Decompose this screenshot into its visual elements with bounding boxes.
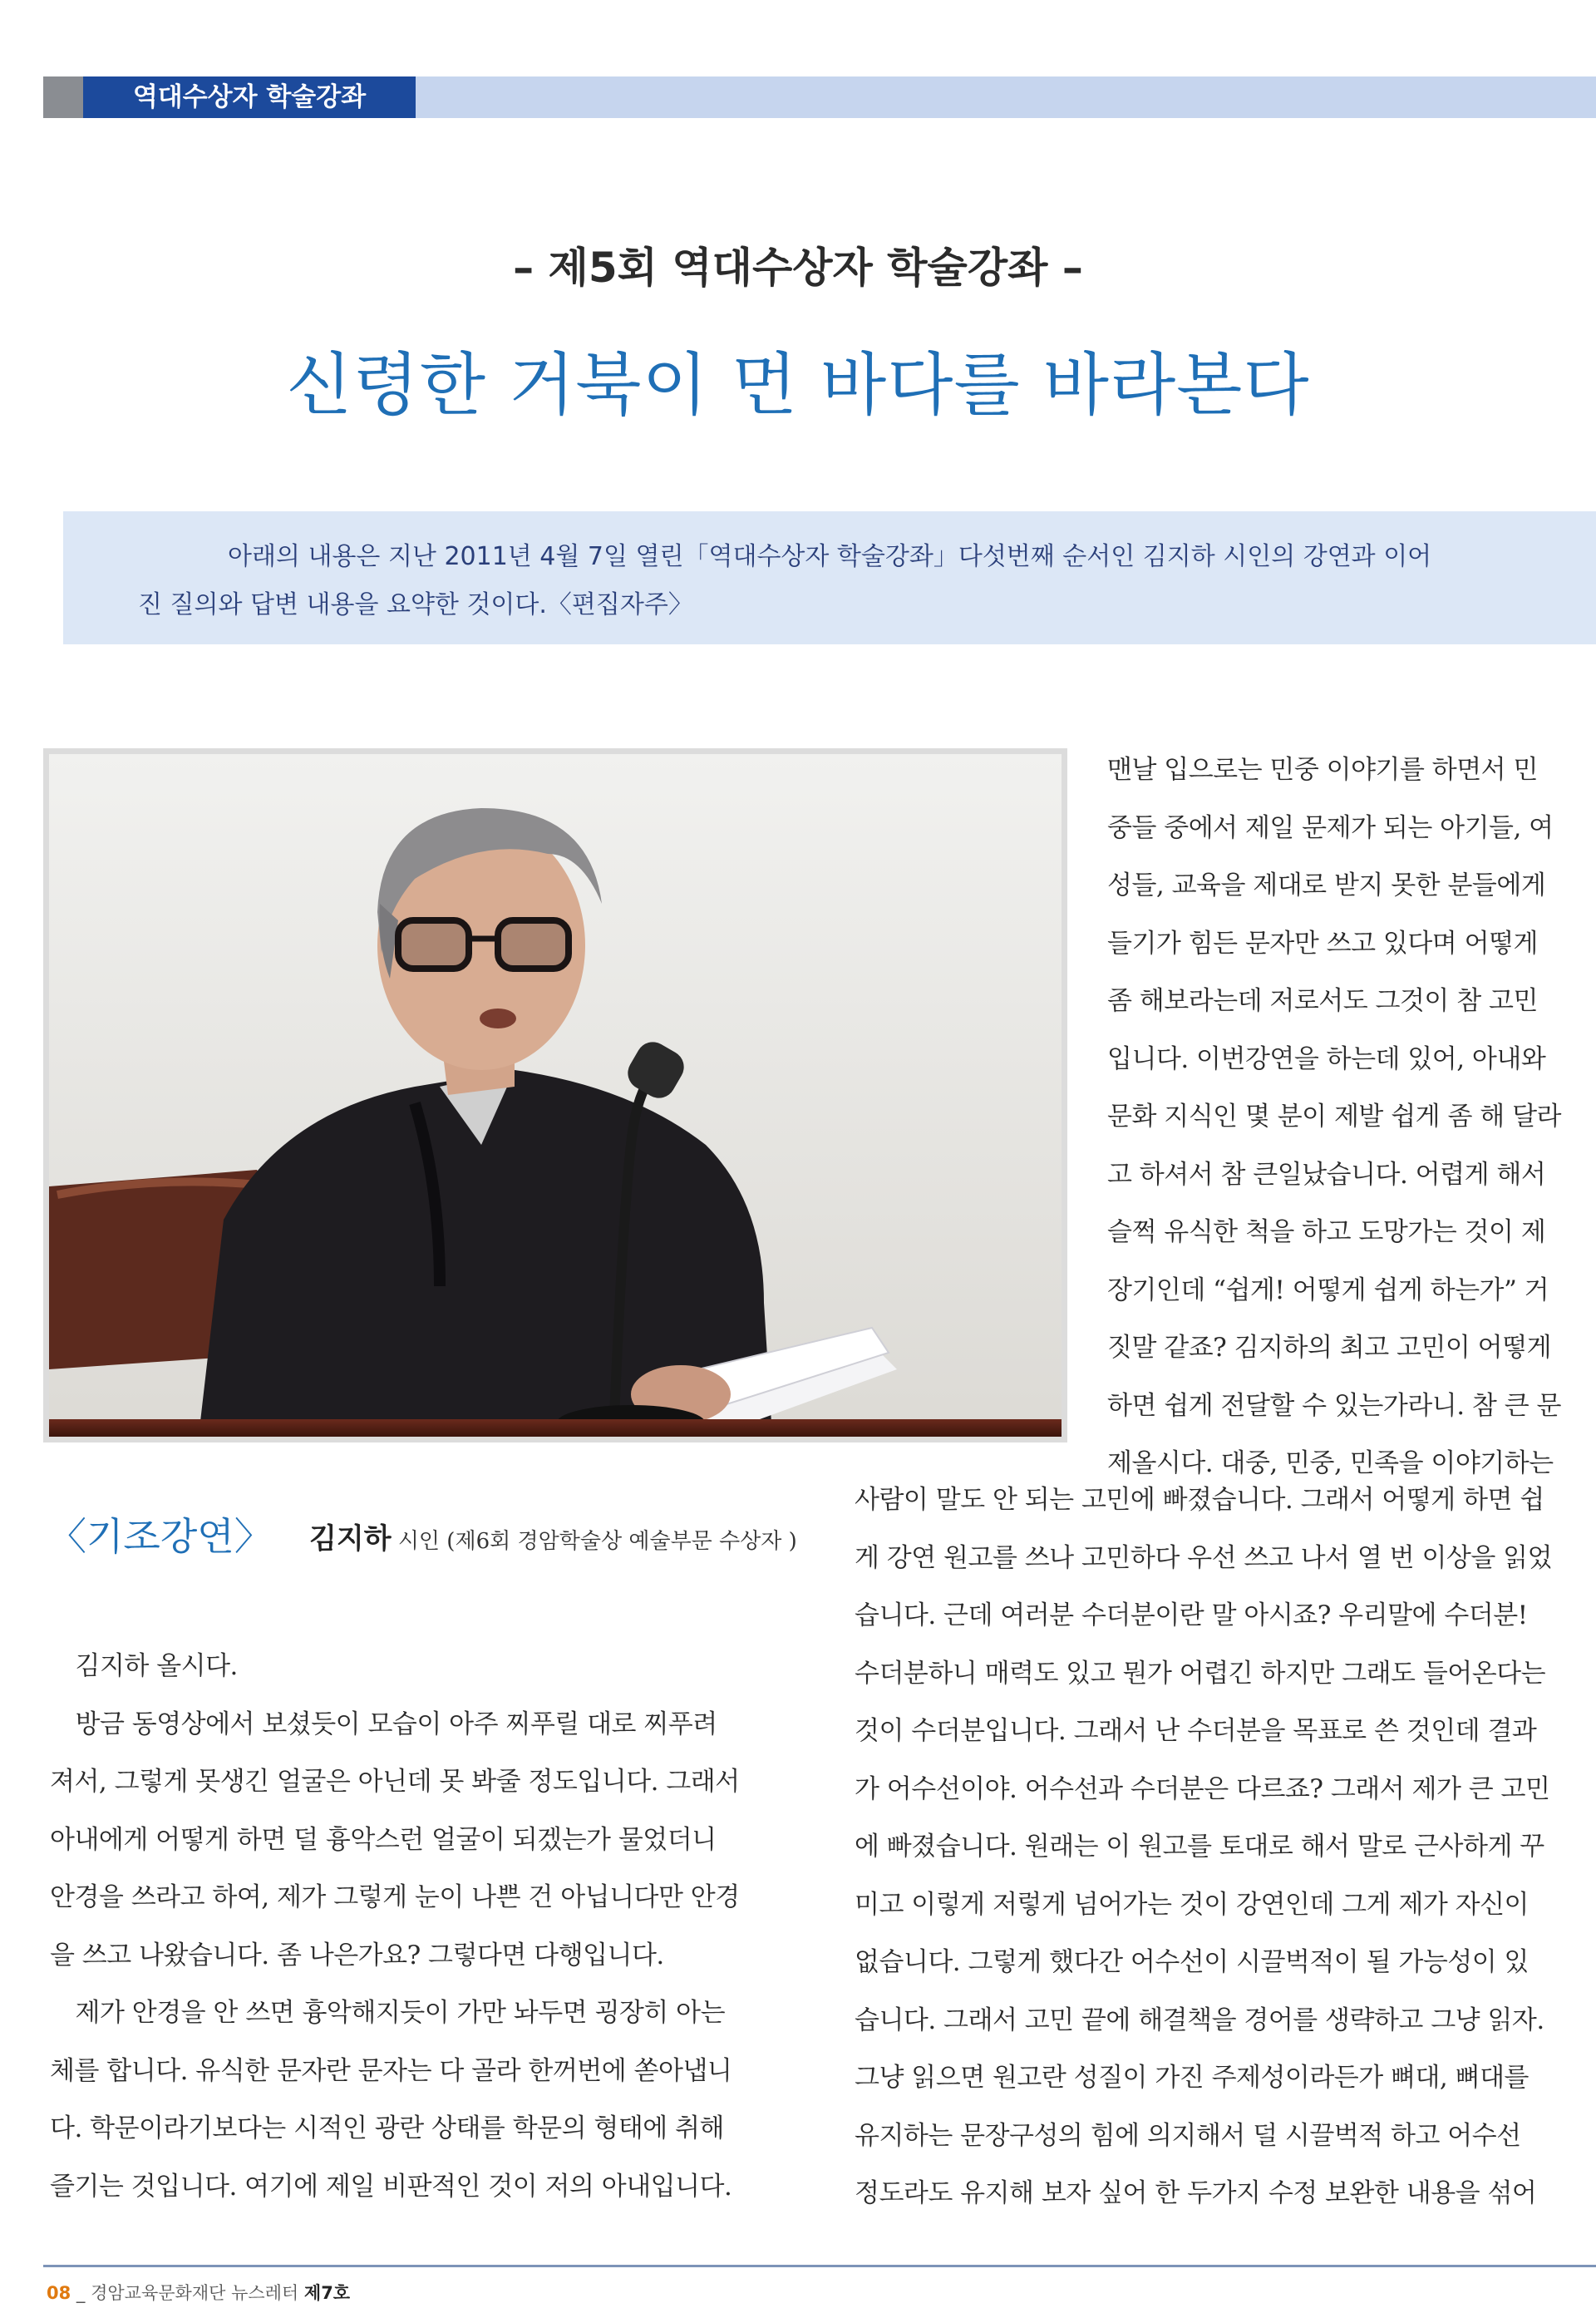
text-line: 사람이 말도 안 되는 고민에 빠졌습니다. 그래서 어떻게 하면 쉽 [855, 1485, 1544, 1515]
text-line: 김지하 올시다. [50, 1651, 238, 1681]
text-line: 짓말 같죠? 김지하의 최고 고민이 어떻게 [1107, 1333, 1552, 1363]
editor-note-box [63, 511, 1596, 644]
text-line: 방금 동영상에서 보셨듯이 모습이 아주 찌푸릴 대로 찌푸려 [50, 1709, 717, 1739]
speaker-illustration [49, 754, 1062, 1437]
speaker-photo [43, 748, 1067, 1442]
text-line: 가 어수선이야. 어수선과 수더분은 다르죠? 그래서 제가 큰 고민 [855, 1773, 1550, 1804]
text-line: 아내에게 어떻게 하면 덜 흉악스런 얼굴이 되겠는가 물었더니 [50, 1824, 717, 1855]
text-line: 습니다. 근데 여러분 수더분이란 말 아시죠? 우리말에 수더분! [855, 1600, 1528, 1630]
text-line: 미고 이렇게 저렇게 넘어가는 것이 강연인데 그게 제가 자신이 [855, 1889, 1529, 1920]
text-line: 그냥 읽으면 원고란 성질이 가진 주제성이라든가 뼈대, 뼈대를 [855, 2063, 1529, 2093]
text-line: 정도라도 유지해 보자 싶어 한 두가지 수정 보완한 내용을 섞어 [855, 2178, 1537, 2208]
speaker-credit [309, 1516, 797, 1556]
text-line: 없습니다. 그렇게 했다간 어수선이 시끌벅적이 될 가능성이 있 [855, 1947, 1529, 1977]
text-line: 것이 수더분입니다. 그래서 난 수더분을 목표로 쓴 것인데 결과 [855, 1716, 1537, 1746]
text-line: 들기가 힘든 문자만 쓰고 있다며 어떻게 [1107, 928, 1538, 959]
event-title: – 제5회 역대수상자 학술강좌 – [513, 244, 1083, 292]
issue-number: 제7호 [303, 2283, 351, 2303]
text-line: 져서, 그렇게 못생긴 얼굴은 아닌데 못 봐줄 정도입니다. 그래서 [50, 1767, 740, 1797]
editor-note-line-1: 아래의 내용은 지난 2011년 4월 7일 열린「역대수상자 학술강좌」다섯번째 순서인 김지하 시인의 강연과 이어 [228, 542, 1432, 571]
text-line: 체를 합니다. 유식한 문자란 문자는 다 골라 한꺼번에 쏟아냅니 [50, 2055, 732, 2086]
text-line: 성들, 교육을 제대로 받지 못한 분들에게 [1107, 870, 1546, 900]
header-accent-block [43, 76, 83, 118]
text-line: 맨날 입으로는 민중 이야기를 하면서 민 [1107, 755, 1538, 785]
text-line: 다. 학문이라기보다는 시적인 광란 상태를 학문의 형태에 취해 [50, 2113, 724, 2143]
text-line: 게 강연 원고를 쓰나 고민하다 우선 쓰고 나서 열 번 이상을 읽었 [855, 1542, 1553, 1573]
speaker-role: 시인 (제6회 경암학술상 예술부문 수상자 ) [397, 1529, 797, 1554]
text-line: 수더분하니 매력도 있고 뭔가 어렵긴 하지만 그래도 들어온다는 [855, 1658, 1546, 1689]
text-line: 하면 쉽게 전달할 수 있는가라니. 참 큰 문 [1107, 1390, 1561, 1421]
text-line: 슬쩍 유식한 척을 하고 도망가는 것이 제 [1107, 1217, 1546, 1247]
footer-separator: _ [76, 2283, 86, 2303]
page-number: 08 [47, 2283, 71, 2303]
editor-note-line-2: 진 질의와 답변 내용을 요약한 것이다.〈편집자주〉 [138, 590, 693, 619]
page-title: 신령한 거북이 먼 바다를 바라본다 [286, 346, 1310, 425]
section-label: 역대수상자 학술강좌 [83, 76, 416, 118]
footer-rule [43, 2265, 1596, 2267]
text-line: 습니다. 그래서 고민 끝에 해결책을 경어를 생략하고 그냥 읽자. [855, 2005, 1544, 2035]
text-line: 을 쓰고 나왔습니다. 좀 나은가요? 그렇다면 다행입니다. [50, 1940, 664, 1970]
text-line: 문화 지식인 몇 분이 제발 쉽게 좀 해 달라 [1107, 1102, 1561, 1132]
text-line: 안경을 쓰라고 하여, 제가 그렇게 눈이 나쁜 건 아닙니다만 안경 [50, 1882, 740, 1912]
text-line: 유지하는 문장구성의 힘에 의지해서 덜 시끌벅적 하고 어수선 [855, 2120, 1521, 2151]
page-footer [47, 2280, 350, 2305]
publication-name: 경암교육문화재단 뉴스레터 [91, 2283, 299, 2303]
text-line: 입니다. 이번강연을 하는데 있어, 아내와 [1107, 1043, 1546, 1074]
text-line: 중들 중에서 제일 문제가 되는 아기들, 여 [1107, 812, 1554, 843]
text-line: 고 하셔서 참 큰일났습니다. 어렵게 해서 [1107, 1159, 1546, 1190]
text-line: 좀 해보라는데 저로서도 그것이 참 고민 [1107, 986, 1538, 1016]
body-column-right-top [1107, 742, 1561, 1493]
text-line: 에 빠졌습니다. 원래는 이 원고를 토대로 해서 말로 근사하게 꾸 [855, 1832, 1544, 1862]
text-line: 제올시다. 대중, 민중, 민족을 이야기하는 [1107, 1448, 1554, 1478]
body-column-right-bottom [855, 1472, 1552, 2223]
body-column-left [50, 1638, 740, 2216]
speaker-name: 김지하 [309, 1522, 392, 1556]
text-line: 제가 안경을 안 쓰면 흉악해지듯이 가만 놔두면 굉장히 아는 [50, 1998, 726, 2028]
text-line: 장기인데 “쉽게! 어떻게 쉽게 하는가” 거 [1107, 1275, 1549, 1305]
text-line: 즐기는 것입니다. 여기에 제일 비판적인 것이 저의 아내입니다. [50, 2171, 732, 2202]
keynote-heading: 〈기조강연〉 [48, 1514, 273, 1559]
